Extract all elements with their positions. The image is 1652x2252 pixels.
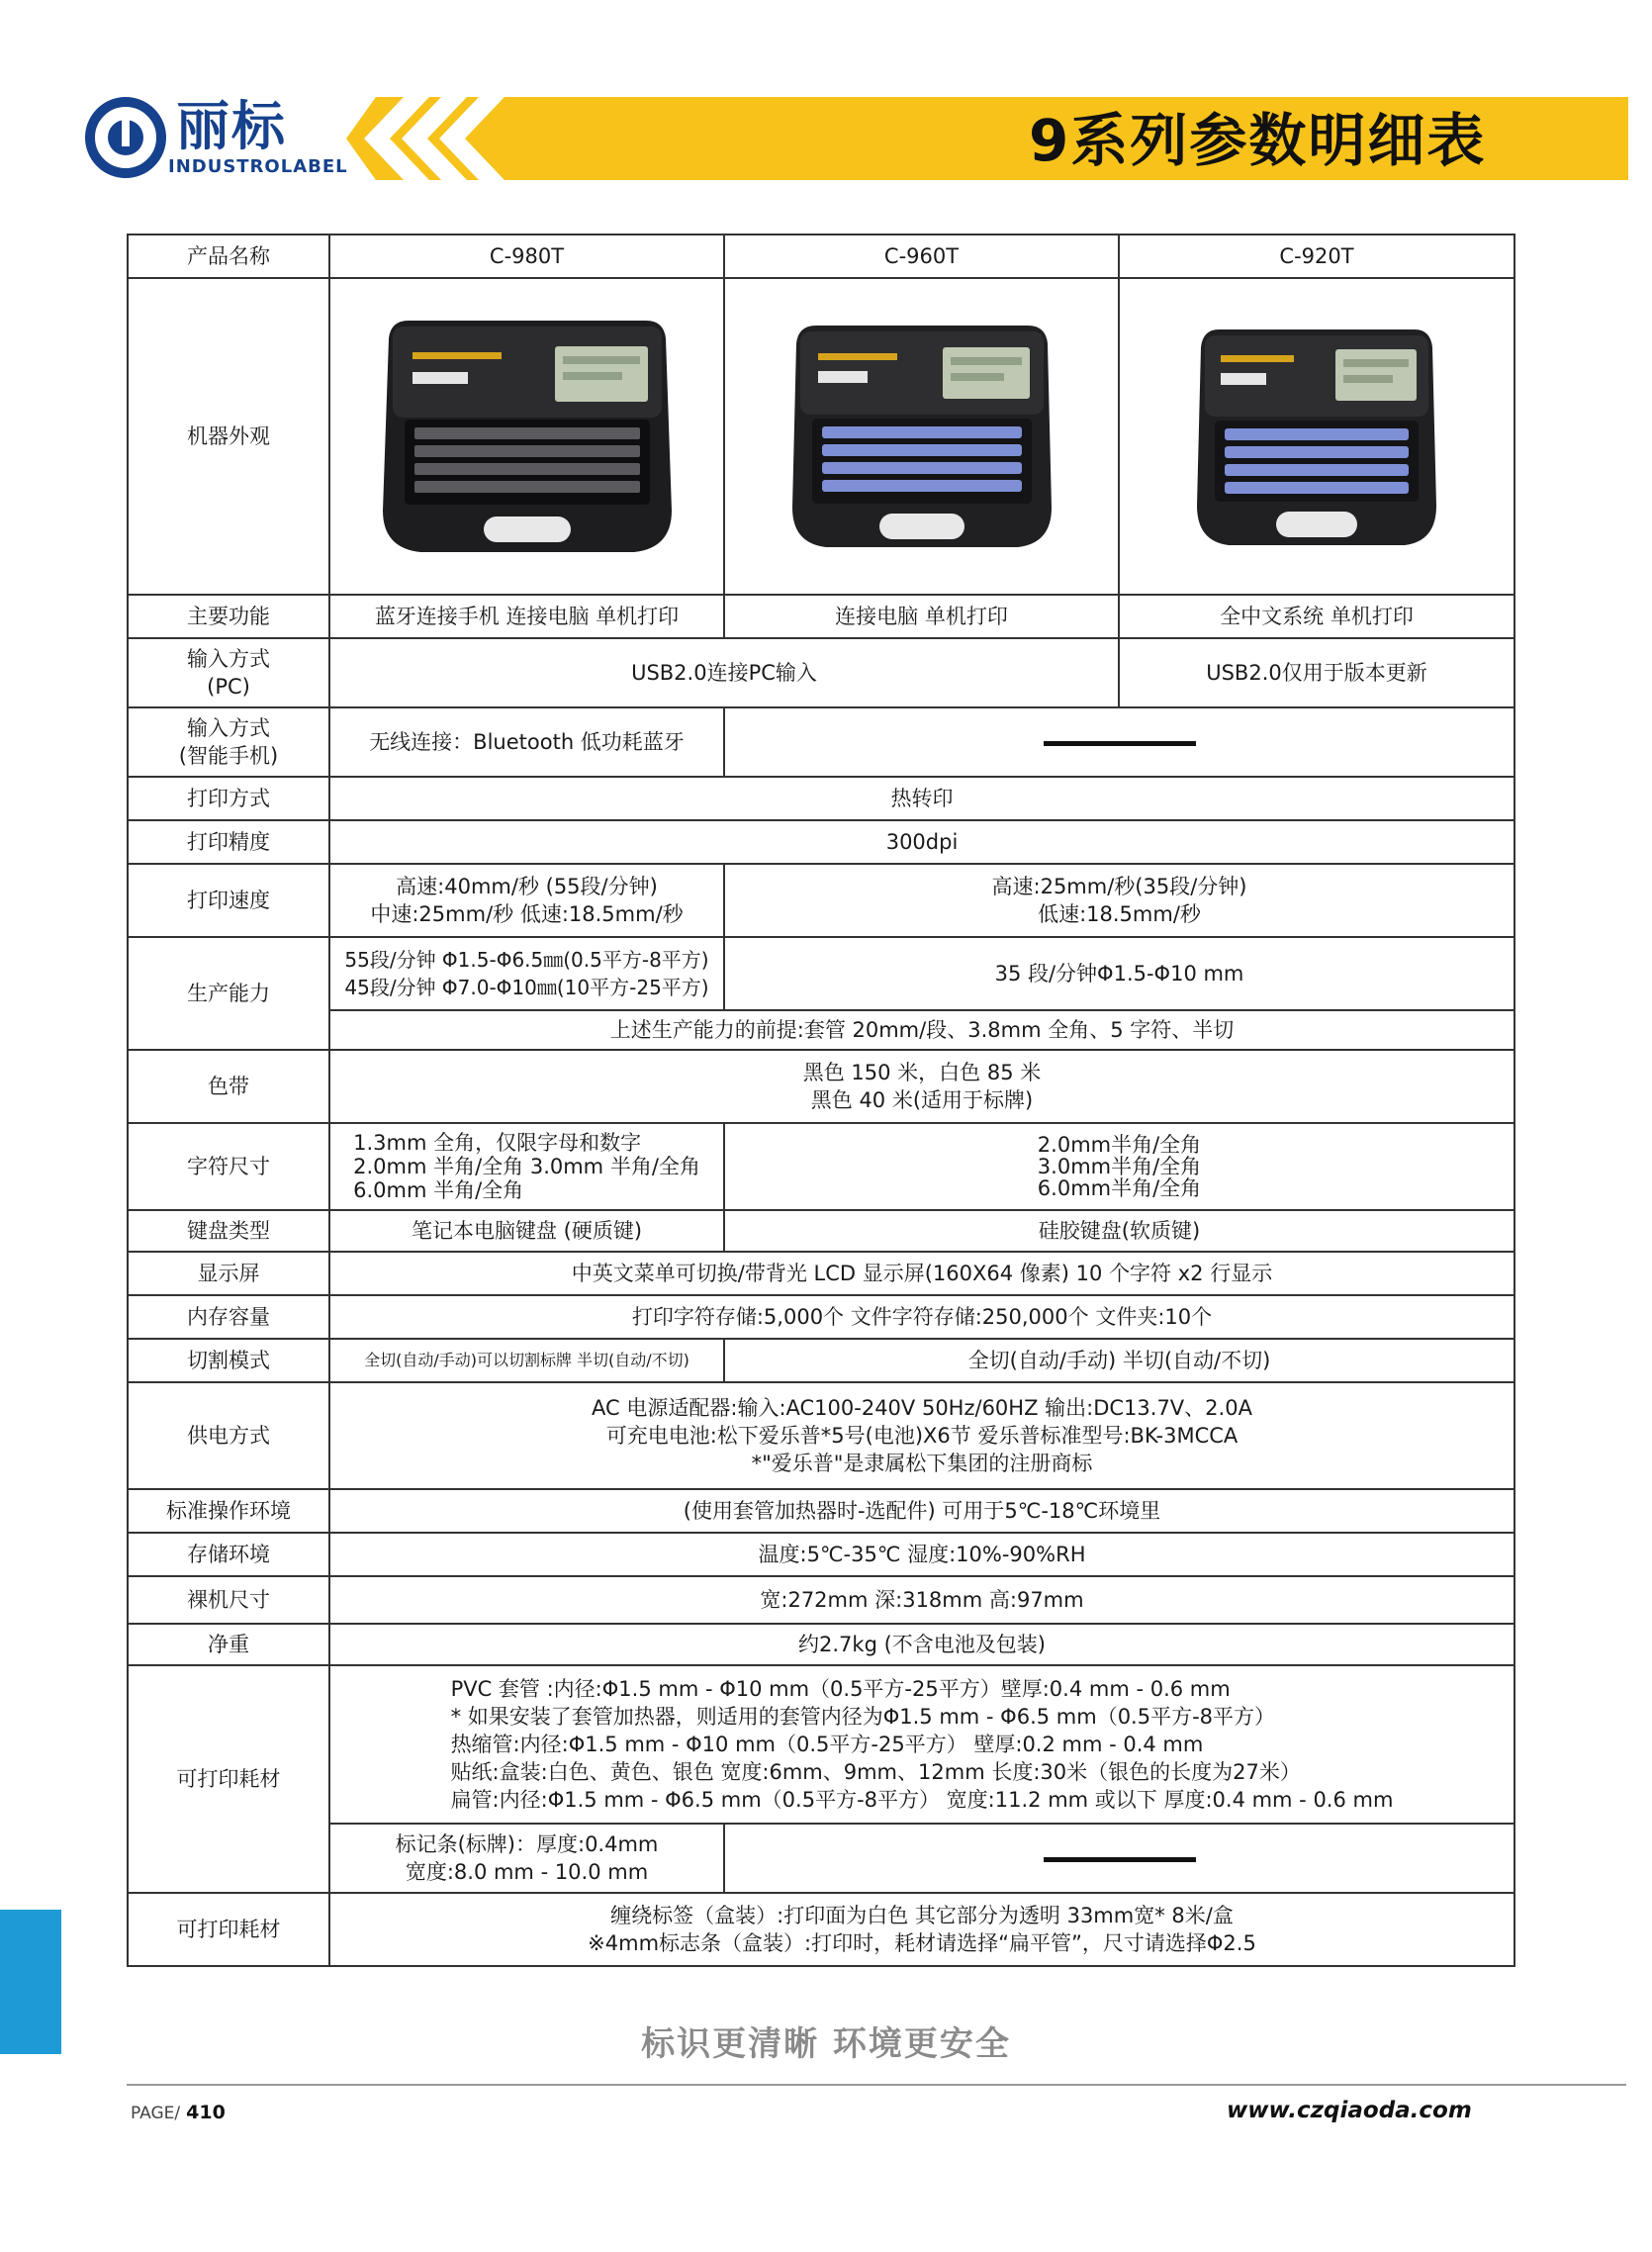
cell-line: 低速:18.5mm/秒: [1038, 902, 1201, 926]
row-label: 字符尺寸: [128, 1123, 329, 1210]
printer-image-c960t: [724, 278, 1119, 595]
cell-c960t: 连接电脑 单机打印: [724, 595, 1119, 638]
cell-line: 黑色 40 米(适用于标牌): [810, 1088, 1034, 1112]
cell-line: ※4mm标志条（盒装）:打印时，耗材请选择“扁平管”，尺寸请选择Φ2.5: [588, 1931, 1256, 1955]
brand-logo-icon: [85, 97, 166, 178]
cell-c980t: 笔记本电脑键盘 (硬质键): [329, 1210, 724, 1252]
cell-c960t-c920t: 硅胶键盘(软质键): [724, 1210, 1514, 1252]
cell-line: * 如果安装了套管加热器，则适用的套管内径为Φ1.5 mm - Φ6.5 mm（0.5平方-8平方）: [450, 1705, 1276, 1729]
cell-all: 约2.7kg (不含电池及包装): [329, 1624, 1514, 1665]
cell-line: 6.0mm 半角/全角: [353, 1178, 524, 1202]
cell-text-block: [451, 1675, 1394, 1814]
table-row: [128, 1576, 1514, 1624]
cell-line: 扁管:内径:Φ1.5 mm - Φ6.5 mm（0.5平方-8平方） 宽度:11.2 mm 或以下 厚度:0.4 mm - 0.6 mm: [450, 1788, 1394, 1812]
cell-c920t: USB2.0仅用于版本更新: [1119, 638, 1514, 707]
cell-line: 可充电电池:松下爱乐普*5号(电池)X6节 爱乐普标准型号:BK-3MCCA: [605, 1424, 1239, 1448]
printer-image-c920t: [1119, 278, 1514, 595]
cell-all: [329, 1050, 1514, 1123]
cell-c960t-c920t: 全切(自动/手动) 半切(自动/不切): [724, 1339, 1514, 1382]
cell-line: 黑色 150 米，白色 85 米: [802, 1061, 1042, 1084]
cell-line: 缠绕标签（盒装）:打印面为白色 其它部分为透明 33mm宽* 8米/盒: [610, 1904, 1234, 1927]
row-label: 净重: [128, 1624, 329, 1665]
cell-c960t-c920t: [724, 864, 1514, 937]
cell-line: 热缩管:内径:Φ1.5 mm - Φ10 mm（0.5平方-25平方） 壁厚:0.2 mm - 0.4 mm: [450, 1733, 1204, 1756]
row-label: 存储环境: [128, 1533, 329, 1576]
model-c960t: C-960T: [724, 235, 1119, 278]
cell-line: AC 电源适配器:输入:AC100-240V 50Hz/60HZ 输出:DC13.7V、2.0A: [592, 1396, 1252, 1420]
row-label: 打印速度: [128, 864, 329, 937]
cell-all: 打印字符存储:5,000个 文件字符存储:250,000个 文件夹:10个: [329, 1295, 1514, 1339]
row-label: 产品名称: [128, 235, 329, 278]
cell-line: 6.0mm半角/全角: [1037, 1176, 1202, 1200]
cell-all: 上述生产能力的前提:套管 20mm/段、3.8mm 全角、5 字符、半切: [329, 1010, 1514, 1050]
model-c980t: C-980T: [329, 235, 724, 278]
footer-slogan: 标识更清晰 环境更安全: [641, 2024, 1011, 2064]
row-label: 打印精度: [128, 820, 329, 864]
table-row: [128, 1665, 1514, 1824]
table-row: [128, 278, 1514, 595]
row-label: 显示屏: [128, 1252, 329, 1295]
table-row: [128, 864, 1514, 937]
cell-all: (使用套管加热器时-选配件) 可用于5℃-18℃环境里: [329, 1489, 1514, 1533]
cell-line: 55段/分钟 Φ1.5-Φ6.5㎜(0.5平方-8平方): [344, 948, 709, 972]
dash-mark: [1044, 1857, 1196, 1862]
table-row: [128, 707, 1514, 777]
table-row: [128, 820, 1514, 864]
table-row: [128, 1339, 1514, 1382]
table-row: [128, 1824, 1514, 1893]
page-number-value: 410: [186, 2102, 226, 2123]
model-c920t: C-920T: [1119, 235, 1514, 278]
row-label-line: (PC): [207, 675, 250, 699]
table-row: [128, 1382, 1514, 1489]
cell-c920t: 全中文系统 单机打印: [1119, 595, 1514, 638]
dash-mark: [1044, 741, 1196, 746]
cell-c980t: 蓝牙连接手机 连接电脑 单机打印: [329, 595, 724, 638]
cell-line: 45段/分钟 Φ7.0-Φ10㎜(10平方-25平方): [344, 976, 709, 999]
cell-all: 中英文菜单可切换/带背光 LCD 显示屏(160X64 像素) 10 个字符 x2 行显示: [329, 1252, 1514, 1295]
row-label: 内存容量: [128, 1295, 329, 1339]
cell-line: 高速:40mm/秒 (55段/分钟): [396, 875, 658, 898]
cell-all: [329, 1665, 1514, 1824]
table-row: [128, 937, 1514, 1010]
label-printer-icon: [379, 313, 676, 560]
page-number: [131, 2102, 226, 2123]
label-printer-icon: [1193, 322, 1440, 551]
row-label-line: 输入方式: [187, 716, 270, 740]
cell-c960t-c920t: [724, 1123, 1514, 1210]
cell-line: 1.3mm 全角，仅限字母和数字: [353, 1131, 642, 1155]
row-label-line: 输入方式: [187, 647, 270, 671]
row-label: 可打印耗材: [128, 1665, 329, 1893]
cell-line: 高速:25mm/秒(35段/分钟): [991, 875, 1247, 898]
row-label: 生产能力: [128, 937, 329, 1050]
table-row: [128, 1624, 1514, 1665]
row-label: 色带: [128, 1050, 329, 1123]
cell-all: [329, 1382, 1514, 1489]
table-row: [128, 1123, 1514, 1210]
table-row: [128, 777, 1514, 820]
cell-all: 温度:5℃-35℃ 湿度:10%-90%RH: [329, 1533, 1514, 1576]
cell-not-applicable: [724, 1824, 1514, 1893]
brand-name-cn: 丽标: [176, 95, 287, 157]
spec-table: [127, 234, 1515, 1967]
table-row: [128, 1050, 1514, 1123]
row-label: 主要功能: [128, 595, 329, 638]
cell-c980t: [329, 937, 724, 1010]
cell-line: 3.0mm半角/全角: [1037, 1155, 1202, 1178]
cell-all: [329, 1893, 1514, 1966]
cell-c980t: 无线连接：Bluetooth 低功耗蓝牙: [329, 707, 724, 777]
cell-not-applicable: [724, 707, 1514, 777]
table-row: [128, 1489, 1514, 1533]
cell-line: 宽度:8.0 mm - 10.0 mm: [405, 1860, 649, 1884]
cell-line: 标记条(标牌)：厚度:0.4mm: [395, 1832, 659, 1856]
table-row: [128, 638, 1514, 707]
row-label: 裸机尺寸: [128, 1576, 329, 1624]
row-label: 可打印耗材: [128, 1893, 329, 1966]
table-row: [128, 235, 1514, 278]
row-label: 机器外观: [128, 278, 329, 595]
cell-all: 300dpi: [329, 820, 1514, 864]
cell-text-block: [353, 1131, 700, 1202]
brand-name-en: INDUSTROLABEL: [168, 156, 348, 177]
table-row: [128, 1893, 1514, 1966]
printer-image-c980t: [329, 278, 724, 595]
row-label: [128, 707, 329, 777]
cell-c980t-c960t: USB2.0连接PC输入: [329, 638, 1119, 707]
row-label-line: (智能手机): [178, 744, 279, 768]
row-label: [128, 638, 329, 707]
table-row: [128, 1210, 1514, 1252]
table-row: [128, 1010, 1514, 1050]
row-label: 键盘类型: [128, 1210, 329, 1252]
cell-c980t: [329, 1824, 724, 1893]
cell-line: 2.0mm 半角/全角 3.0mm 半角/全角: [353, 1155, 700, 1178]
cell-all: 热转印: [329, 777, 1514, 820]
table-row: [128, 595, 1514, 638]
page-prefix: PAGE/: [131, 2104, 181, 2123]
footer-divider: [127, 2084, 1626, 2086]
cell-c980t: [329, 1123, 724, 1210]
cell-all: 宽:272mm 深:318mm 高:97mm: [329, 1576, 1514, 1624]
row-label: 供电方式: [128, 1382, 329, 1489]
label-printer-icon: [788, 318, 1055, 555]
table-row: [128, 1252, 1514, 1295]
row-label: 标准操作环境: [128, 1489, 329, 1533]
cell-line: *"爱乐普"是隶属松下集团的注册商标: [751, 1452, 1093, 1475]
page-header: [0, 0, 1652, 198]
cell-c960t-c920t: 35 段/分钟Φ1.5-Φ10 mm: [724, 937, 1514, 1010]
cell-c980t: 全切(自动/手动)可以切割标牌 半切(自动/不切): [329, 1339, 724, 1382]
cell-line: PVC 套管 :内径:Φ1.5 mm - Φ10 mm（0.5平方-25平方）壁厚:0.4 mm - 0.6 mm: [450, 1677, 1231, 1701]
table-row: [128, 1295, 1514, 1339]
cell-line: 2.0mm半角/全角: [1037, 1133, 1202, 1157]
row-label: 打印方式: [128, 777, 329, 820]
website-link[interactable]: www.czqiaoda.com: [1227, 2098, 1472, 2123]
cell-line: 贴纸:盒装:白色、黄色、银色 宽度:6mm、9mm、12mm 长度:30米（银色的长度为27米）: [450, 1760, 1301, 1784]
page-title: 9系列参数明细表: [1029, 107, 1487, 174]
table-row: [128, 1533, 1514, 1576]
cell-line: 中速:25mm/秒 低速:18.5mm/秒: [370, 902, 684, 926]
row-label: 切割模式: [128, 1339, 329, 1382]
cell-c980t: [329, 864, 724, 937]
